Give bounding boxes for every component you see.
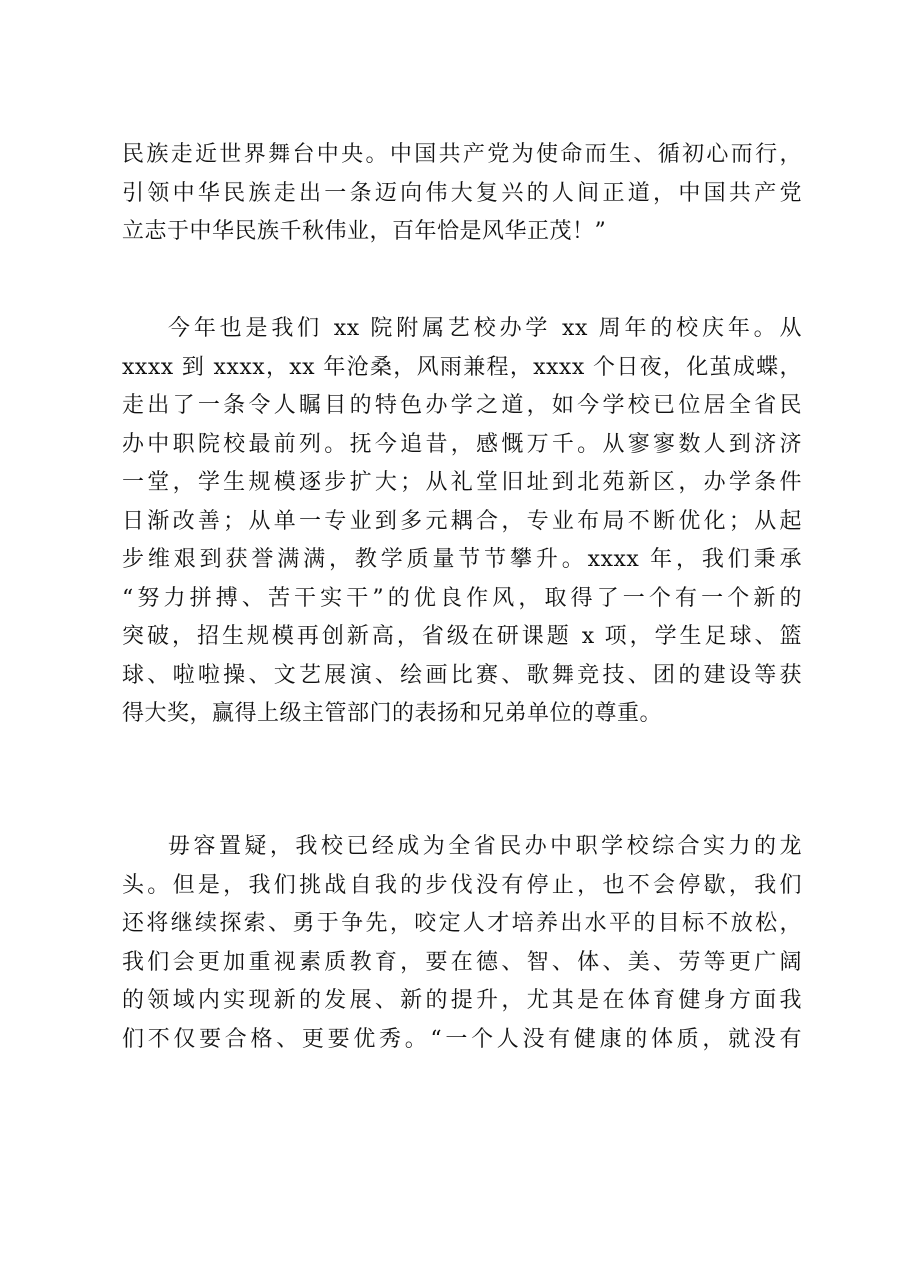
- paragraph-line: 头。但是，我们挑战自我的步伐没有停止，也不会停歇，我们: [122, 872, 802, 898]
- paragraph-2: [122, 310, 802, 734]
- paragraph-line: 日渐改善；从单一专业到多元耦合，专业布局不断优化；从起: [122, 508, 802, 534]
- paragraph-line: 还将继续探索、勇于争先，咬定人才培养出水平的目标不放松，: [122, 911, 802, 936]
- paragraph-line: xxxx 到 xxxx，xx 年沧桑，风雨兼程，xxxx 个日夜，化茧成蝶，: [122, 354, 802, 380]
- paragraph-line: “努力拼搏、苦干实干”的优良作风，取得了一个有一个新的: [122, 585, 802, 611]
- paragraph-line: 们不仅要合格、更要优秀。“一个人没有健康的体质，就没有: [122, 1026, 802, 1052]
- paragraph-line: 立志于中华民族千秋伟业，百年恰是风华正茂！”: [122, 219, 607, 244]
- paragraph-line: 的领域内实现新的发展、新的提升，尤其是在体育健身方面我: [122, 988, 802, 1013]
- paragraph-line: 走出了一条令人瞩目的特色办学之道，如今学校已位居全省民: [122, 393, 802, 418]
- paragraph-line: 突破，招生规模再创新高，省级在研课题 x 项，学生足球、篮: [122, 624, 802, 649]
- paragraph-line: 引领中华民族走出一条迈向伟大复兴的人间正道，中国共产党: [122, 180, 802, 206]
- paragraph-line: 步维艰到获誉满满，教学质量节节攀升。xxxx 年，我们秉承: [122, 547, 802, 572]
- paragraph-line: 民族走近世界舞台中央。中国共产党为使命而生、循初心而行，: [122, 142, 802, 167]
- paragraph-line: 毋容置疑，我校已经成为全省民办中职学校综合实力的龙: [168, 834, 802, 859]
- paragraph-3: [122, 828, 802, 1059]
- paragraph-1: [122, 136, 802, 252]
- paragraph-line: 得大奖，赢得上级主管部门的表扬和兄弟单位的尊重。: [122, 701, 663, 726]
- paragraph-line: 办中职院校最前列。抚今追昔，感慨万千。从寥寥数人到济济: [122, 431, 802, 457]
- paragraph-line: 球、啦啦操、文艺展演、绘画比赛、歌舞竞技、团的建设等获: [122, 662, 802, 688]
- paragraph-line: 今年也是我们 xx 院附属艺校办学 xx 周年的校庆年。从: [168, 316, 802, 341]
- paragraph-line: 我们会更加重视素质教育，要在德、智、体、美、劳等更广阔: [122, 949, 802, 975]
- paragraph-line: 一堂，学生规模逐步扩大；从礼堂旧址到北苑新区，办学条件: [122, 470, 802, 495]
